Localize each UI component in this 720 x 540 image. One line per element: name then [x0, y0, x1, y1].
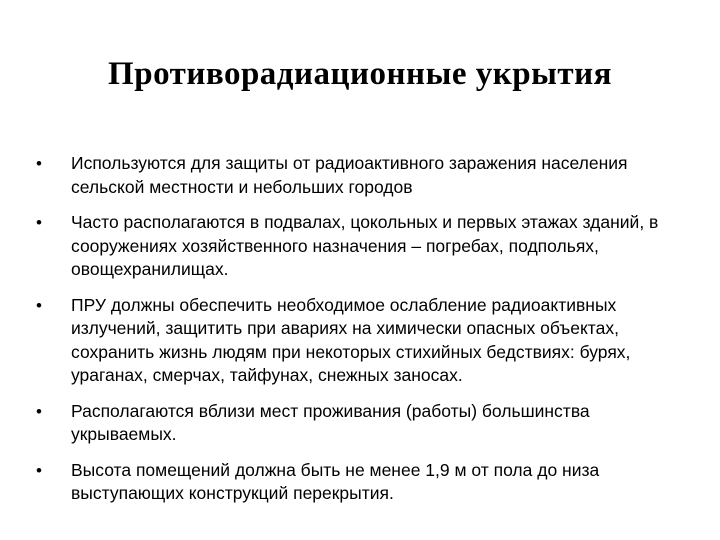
bullet-item-4 — [36, 400, 686, 447]
bullet-list — [36, 152, 686, 518]
bullet-text: Используются для защиты от радиоактивного заражения населения сельской местности и небольших городов — [71, 153, 628, 197]
slide-title: Противорадиационные укрытия — [108, 56, 612, 92]
bullet-icon: • — [36, 213, 42, 232]
bullet-icon: • — [36, 401, 42, 421]
bullet-item-5 — [36, 459, 686, 506]
bullet-icon: • — [36, 295, 42, 315]
bullet-icon: • — [36, 154, 42, 173]
bullet-item-3 — [36, 294, 686, 388]
bullet-text: ПРУ должны обеспечить необходимое ослабление радиоактивных излучений, защитить при авариях на химически опасных объектах, сохранить жизнь людям при некоторых стихийных бедствиях: бурях, ураганах, смерчах, тайфунах, снежных заносах. — [71, 294, 631, 385]
bullet-item-2 — [36, 211, 686, 282]
bullet-text: Высота помещений должна быть не менее 1,9 м от пола до низа выступающих конструкций перекрытия. — [71, 459, 600, 503]
bullet-item-1 — [36, 152, 686, 199]
bullet-text: Располагаются вблизи мест проживания (работы) большинства укрываемых. — [71, 400, 590, 444]
bullet-text: Часто располагаются в подвалах, цокольных и первых этажах зданий, в сооружениях хозяйственного назначения – погребах, подпольях, овощехранилищах. — [71, 212, 659, 279]
bullet-icon: • — [36, 460, 42, 480]
